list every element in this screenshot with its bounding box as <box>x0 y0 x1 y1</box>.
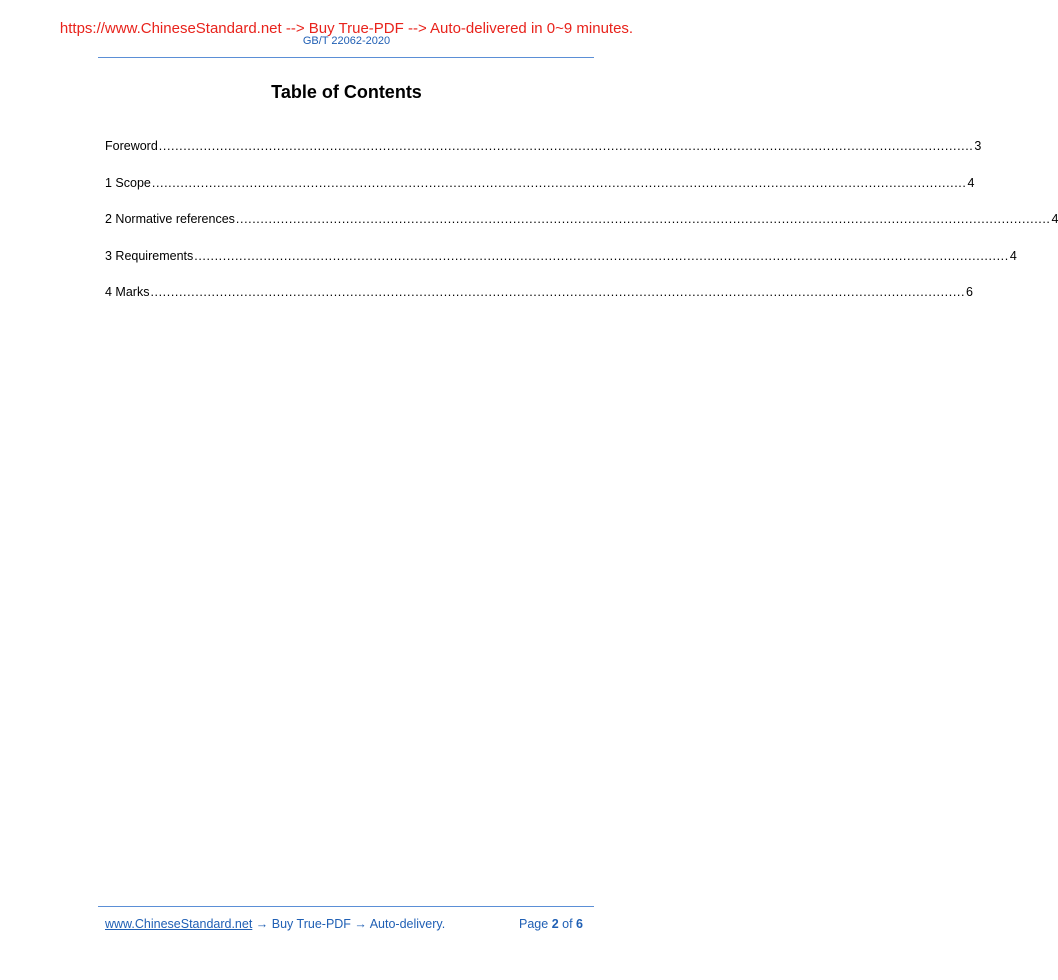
toc-leader-dots: ........................................................................................................................................................................................................ <box>235 212 1051 226</box>
page-number <box>519 916 583 932</box>
toc-entry-page: 4 <box>1009 248 1017 263</box>
footer-delivery-text: → Auto-delivery. <box>350 917 446 931</box>
toc-entry-label: 2 Normative references <box>105 212 235 226</box>
toc-entry-normative-references[interactable] <box>105 211 1058 227</box>
toc-entry-label: 1 Scope <box>105 175 151 190</box>
current-page: 2 <box>551 917 559 931</box>
page-word: Page <box>519 917 549 931</box>
toc-leader-dots: ........................................................................................................................................................................................................ <box>150 285 966 299</box>
toc-entry-marks[interactable] <box>105 284 973 300</box>
footer-divider <box>98 906 594 907</box>
toc-entry-foreword[interactable] <box>105 138 982 154</box>
toc-entry-page: 4 <box>1051 212 1058 226</box>
toc-entry-page: 3 <box>974 139 982 153</box>
footer-promo <box>105 916 445 932</box>
toc-entry-label: Foreword <box>105 139 158 153</box>
toc-leader-dots: ........................................................................................................................................................................................................ <box>151 175 967 190</box>
toc-entry-requirements[interactable] <box>105 248 1017 264</box>
toc-entry-page: 6 <box>966 285 973 299</box>
toc-entry-label: 4 Marks <box>105 285 150 299</box>
toc-entry-label: 3 Requirements <box>105 248 194 263</box>
footer-site-link[interactable]: www.ChineseStandard.net <box>105 917 253 931</box>
toc-list <box>105 138 1058 321</box>
footer-buy-text: → Buy True-PDF <box>252 917 351 931</box>
header-divider <box>98 57 594 58</box>
toc-leader-dots: ........................................................................................................................................................................................................ <box>158 139 974 153</box>
top-banner[interactable]: https://www.ChineseStandard.net --> Buy True-PDF --> Auto-delivered in 0~9 minutes. <box>59 20 634 37</box>
toc-entry-scope[interactable] <box>105 175 975 191</box>
total-pages: 6 <box>576 917 583 931</box>
document-code: GB/T 22062-2020 <box>302 35 391 47</box>
toc-title: Table of Contents <box>271 82 422 102</box>
toc-leader-dots: ........................................................................................................................................................................................................ <box>194 248 1009 263</box>
toc-entry-page: 4 <box>967 175 975 190</box>
page-of: of <box>562 917 573 931</box>
